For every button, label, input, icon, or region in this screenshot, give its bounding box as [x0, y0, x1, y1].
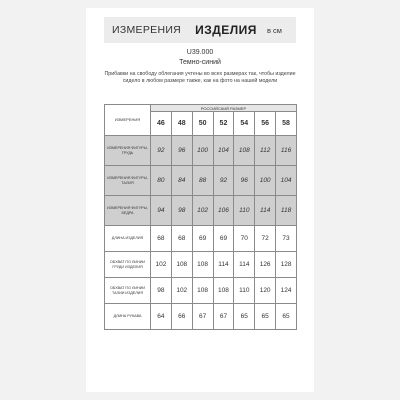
- cell-value: 108: [171, 252, 192, 278]
- cell-value: 67: [192, 304, 213, 330]
- cell-value: 120: [255, 278, 276, 304]
- cell-value: 72: [255, 226, 276, 252]
- cell-value: 98: [171, 196, 192, 226]
- cell-value: 96: [171, 136, 192, 166]
- cell-value: 68: [171, 226, 192, 252]
- table-row: [105, 252, 297, 278]
- size-header: 56: [255, 112, 276, 136]
- title-banner: [104, 17, 296, 43]
- size-group-header: РОССИЙСКИЙ РАЗМЕР: [151, 105, 297, 112]
- table-row: [105, 304, 297, 330]
- corner-label: ИЗМЕРЕНИЯ: [105, 105, 151, 136]
- size-header: 58: [276, 112, 297, 136]
- cell-value: 112: [255, 136, 276, 166]
- cell-value: 69: [192, 226, 213, 252]
- table-row: [105, 226, 297, 252]
- cell-value: 96: [234, 166, 255, 196]
- title-unit: в см: [266, 25, 282, 35]
- cell-value: 110: [234, 278, 255, 304]
- cell-value: 65: [276, 304, 297, 330]
- cell-value: 80: [151, 166, 172, 196]
- row-label: ОБХВАТ ПО ЛИНИИ ТАЛИИ ИЗДЕЛИЯ: [105, 278, 151, 304]
- cell-value: 124: [276, 278, 297, 304]
- cell-value: 92: [151, 136, 172, 166]
- title-word-product: ИЗДЕЛИЯ: [195, 23, 257, 37]
- cell-value: 92: [213, 166, 234, 196]
- row-label: ИЗМЕРЕНИЯ ФИГУРЫ, ТАЛИЯ: [105, 166, 151, 196]
- product-code: U39.000: [186, 49, 214, 56]
- cell-value: 108: [234, 136, 255, 166]
- title-word-measurements: ИЗМЕРЕНИЯ: [112, 24, 182, 36]
- cell-value: 84: [171, 166, 192, 196]
- cell-value: 88: [192, 166, 213, 196]
- cell-value: 69: [213, 226, 234, 252]
- size-table: [104, 104, 297, 330]
- product-color: Темно-синий: [179, 59, 221, 66]
- table-row: [105, 196, 297, 226]
- size-header: 48: [171, 112, 192, 136]
- size-chart-page: [86, 8, 314, 392]
- cell-value: 100: [192, 136, 213, 166]
- cell-value: 104: [213, 136, 234, 166]
- cell-value: 102: [171, 278, 192, 304]
- cell-value: 100: [255, 166, 276, 196]
- row-label: ИЗМЕРЕНИЯ ФИГУРЫ, БЁДРА: [105, 196, 151, 226]
- cell-value: 73: [276, 226, 297, 252]
- cell-value: 70: [234, 226, 255, 252]
- cell-value: 64: [151, 304, 172, 330]
- cell-value: 128: [276, 252, 297, 278]
- cell-value: 65: [234, 304, 255, 330]
- cell-value: 114: [213, 252, 234, 278]
- row-label: ДЛИНА РУКАВА: [105, 304, 151, 330]
- row-label: ИЗМЕРЕНИЯ ФИГУРЫ, ГРУДЬ: [105, 136, 151, 166]
- cell-value: 106: [213, 196, 234, 226]
- cell-value: 108: [213, 278, 234, 304]
- cell-value: 118: [276, 196, 297, 226]
- table-row: [105, 136, 297, 166]
- cell-value: 65: [255, 304, 276, 330]
- table-row: [105, 278, 297, 304]
- cell-value: 126: [255, 252, 276, 278]
- cell-value: 102: [151, 252, 172, 278]
- cell-value: 98: [151, 278, 172, 304]
- fit-note: Прибавки на свободу облегания учтены во всех размерах так, чтобы изделие сидело в любом размере также, как на фото на нашей модели: [104, 71, 296, 84]
- size-header: 52: [213, 112, 234, 136]
- cell-value: 104: [276, 166, 297, 196]
- row-label: ДЛИНА ИЗДЕЛИЯ: [105, 226, 151, 252]
- size-header: 46: [151, 112, 172, 136]
- cell-value: 68: [151, 226, 172, 252]
- row-label: ОБХВАТ ПО ЛИНИИ ГРУДИ ИЗДЕЛИЯ: [105, 252, 151, 278]
- table-row: [105, 166, 297, 196]
- cell-value: 94: [151, 196, 172, 226]
- cell-value: 108: [192, 252, 213, 278]
- size-header: 50: [192, 112, 213, 136]
- cell-value: 114: [234, 252, 255, 278]
- cell-value: 110: [234, 196, 255, 226]
- cell-value: 108: [192, 278, 213, 304]
- cell-value: 67: [213, 304, 234, 330]
- cell-value: 114: [255, 196, 276, 226]
- cell-value: 102: [192, 196, 213, 226]
- cell-value: 116: [276, 136, 297, 166]
- cell-value: 66: [171, 304, 192, 330]
- size-header: 54: [234, 112, 255, 136]
